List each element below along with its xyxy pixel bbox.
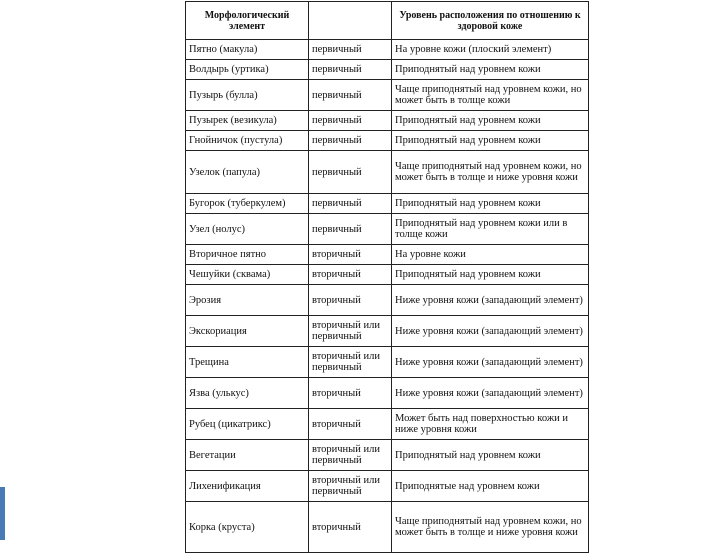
cell-type: вторичный	[309, 265, 392, 285]
table-row	[186, 80, 589, 111]
cell-level: Приподнятый над уровнем кожи	[392, 131, 589, 151]
cell-type: вторичный или первичный	[309, 471, 392, 502]
cell-element: Язва (улькус)	[186, 378, 309, 409]
table-row	[186, 245, 589, 265]
table-row	[186, 194, 589, 214]
table-row	[186, 111, 589, 131]
table-row	[186, 265, 589, 285]
cell-type: вторичный или первичный	[309, 316, 392, 347]
cell-type: первичный	[309, 40, 392, 60]
cell-level: Может быть над поверхностью кожи и ниже уровня кожи	[392, 409, 589, 440]
cell-level: На уровне кожи	[392, 245, 589, 265]
cell-type: первичный	[309, 131, 392, 151]
cell-type: вторичный или первичный	[309, 440, 392, 471]
cell-type: вторичный	[309, 502, 392, 553]
table-row	[186, 40, 589, 60]
header-element: Морфологический элемент	[186, 2, 309, 40]
cell-element: Корка (круста)	[186, 502, 309, 553]
cell-element: Экскориация	[186, 316, 309, 347]
table-row	[186, 347, 589, 378]
table-row	[186, 151, 589, 194]
cell-type: первичный	[309, 194, 392, 214]
cell-element: Волдырь (уртика)	[186, 60, 309, 80]
cell-type: первичный	[309, 111, 392, 131]
cell-level: Приподнятые над уровнем кожи	[392, 471, 589, 502]
morphology-table	[185, 1, 589, 553]
table-header-row	[186, 2, 589, 40]
table-row	[186, 214, 589, 245]
cell-element: Чешуйки (сквама)	[186, 265, 309, 285]
morphology-table-container	[185, 1, 588, 553]
cell-level: Приподнятый над уровнем кожи	[392, 111, 589, 131]
cell-element: Бугорок (туберкулем)	[186, 194, 309, 214]
table-row	[186, 378, 589, 409]
cell-type: первичный	[309, 80, 392, 111]
cell-level: Ниже уровня кожи (западающий элемент)	[392, 347, 589, 378]
cell-element: Пузырек (везикула)	[186, 111, 309, 131]
cell-element: Лихенификация	[186, 471, 309, 502]
header-level: Уровень расположения по отношению к здоровой коже	[392, 2, 589, 40]
table-row	[186, 60, 589, 80]
cell-level: Приподнятый над уровнем кожи	[392, 440, 589, 471]
table-row	[186, 285, 589, 316]
cell-element: Гнойничок (пустула)	[186, 131, 309, 151]
cell-level: Ниже уровня кожи (западающий элемент)	[392, 316, 589, 347]
table-row	[186, 316, 589, 347]
cell-element: Рубец (цикатрикс)	[186, 409, 309, 440]
table-row	[186, 502, 589, 553]
cell-element: Трещина	[186, 347, 309, 378]
cell-level: Приподнятый над уровнем кожи	[392, 60, 589, 80]
cell-element: Узелок (папула)	[186, 151, 309, 194]
cell-type: первичный	[309, 60, 392, 80]
cell-type: первичный	[309, 151, 392, 194]
cell-type: вторичный	[309, 285, 392, 316]
table-row	[186, 471, 589, 502]
cell-element: Вторичное пятно	[186, 245, 309, 265]
cell-level: Чаще приподнятый над уровнем кожи, но может быть в толще и ниже уровня кожи	[392, 502, 589, 553]
table-row	[186, 440, 589, 471]
cell-level: Приподнятый над уровнем кожи	[392, 194, 589, 214]
cell-level: Ниже уровня кожи (западающий элемент)	[392, 285, 589, 316]
cell-level: Чаще приподнятый над уровнем кожи, но может быть в толще и ниже уровня кожи	[392, 151, 589, 194]
cell-type: вторичный	[309, 409, 392, 440]
cell-level: Ниже уровня кожи (западающий элемент)	[392, 378, 589, 409]
cell-element: Эрозия	[186, 285, 309, 316]
cell-level: Приподнятый над уровнем кожи	[392, 265, 589, 285]
cell-element: Пятно (макула)	[186, 40, 309, 60]
cell-element: Узел (нолус)	[186, 214, 309, 245]
left-accent-bar	[0, 487, 5, 540]
header-type	[309, 2, 392, 40]
cell-type: вторичный	[309, 378, 392, 409]
cell-level: Чаще приподнятый над уровнем кожи, но может быть в толще кожи	[392, 80, 589, 111]
cell-element: Вегетации	[186, 440, 309, 471]
cell-type: первичный	[309, 214, 392, 245]
table-row	[186, 409, 589, 440]
cell-element: Пузырь (булла)	[186, 80, 309, 111]
cell-level: На уровне кожи (плоский элемент)	[392, 40, 589, 60]
cell-type: вторичный или первичный	[309, 347, 392, 378]
table-row	[186, 131, 589, 151]
cell-level: Приподнятый над уровнем кожи или в толще кожи	[392, 214, 589, 245]
cell-type: вторичный	[309, 245, 392, 265]
